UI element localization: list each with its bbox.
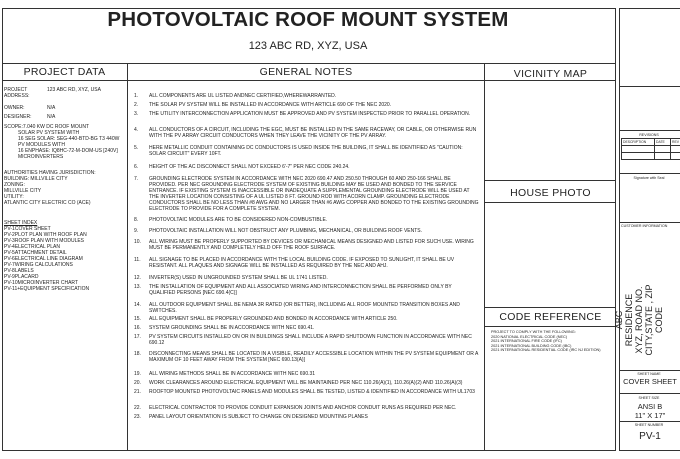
note-text: WORK CLEARANCES AROUND ELECTRICAL EQUIPMENT WILL BE MAINTAINED PER NEC 110.26(A)(1), 110.26(A)(2) AND 110.26(A)(3) (149, 380, 463, 386)
designer-label: DESIGNER: (4, 114, 32, 120)
sheet-index-title: EQUIPMENT SPECIFICATION (20, 286, 90, 292)
note-text: ELECTRICAL CONTRACTOR TO PROVIDE CONDUIT EXPANSION JOINTS AND ANCHOR CONDUIT RUNS AS REQUIRED PER NEC. (149, 405, 457, 411)
code-reference-line: PROJECT TO COMPLY WITH THE FOLLOWING: (491, 330, 576, 334)
sheet-index-code: PV-4 (4, 244, 15, 250)
note-number: 10. (134, 239, 141, 245)
rev-table-line (654, 138, 655, 159)
tb-divider (619, 370, 680, 371)
note-text: HEIGHT OF THE AC DISCONNECT SHALL NOT EXCEED 6'-7" PER NEC CODE 240.24. (149, 164, 350, 170)
note-number: 1. (134, 93, 139, 99)
sheet-index-list (4, 226, 128, 292)
note-number: 8. (134, 217, 139, 223)
note-number: 14. (134, 302, 141, 308)
sheet-index-title: LABELS (14, 268, 34, 274)
customer-name: ABC (614, 310, 624, 330)
note-number: 2. (134, 102, 139, 108)
sheet-index-title: ROOF PLAN WITH MODULES (14, 238, 85, 244)
note-number: 18. (134, 351, 141, 357)
sheet-size-name: ANSI B (637, 402, 663, 411)
customer-info-label: CUSTOMER INFORMATION (621, 224, 668, 228)
rev-col-rev: REV (672, 140, 679, 144)
note-number: 22. (134, 405, 141, 411)
sheet-index-code: PV-8 (4, 268, 15, 274)
sheet-subtitle: 123 ABC RD, XYZ, USA (248, 40, 368, 52)
note-number: 20. (134, 380, 141, 386)
header-divider (2, 63, 616, 64)
rev-table-line (621, 145, 680, 146)
project-address-value: 123 ABC RD, XYZ, USA (47, 87, 101, 93)
sheet-index-code: PV-5 (4, 250, 15, 256)
sheet-index-title: MICROINVERTER CHART (17, 280, 79, 286)
sheet-index-code: PV-2 (4, 232, 15, 238)
note-number: 7. (134, 176, 139, 182)
sheet-name-value: COVER SHEET (623, 377, 677, 386)
authority-line: MILLVILLE CITY (4, 188, 42, 194)
sheet-index-code: PV-11+ (4, 286, 21, 292)
sheet-index-code: PV-7 (4, 262, 15, 268)
code-reference-line: 2021 INTERNATIONAL FIRE CODE (IFC) (491, 339, 562, 344)
note-number: 13. (134, 284, 141, 290)
sheet-index-title: PLACARD (14, 274, 39, 280)
code-reference-header-divider (484, 326, 616, 327)
sheet-index-title: PLOT PLAN WITH ROOF PLAN (14, 232, 87, 238)
scope-block (4, 124, 128, 160)
house-photo-bottom-divider (484, 307, 616, 308)
tb-divider (619, 130, 680, 131)
note-number: 4. (134, 127, 139, 133)
scope-line: 16 ENPHASE: IQ8HC-72-M-DOM-US [240V] (18, 148, 118, 154)
vicinity-bottom-divider (484, 180, 616, 181)
revisions-label: REVISIONS (639, 133, 659, 137)
rev-col-description: DESCRIPTION (623, 140, 647, 144)
sheet-index-code: PV-10 (4, 280, 18, 286)
rev-table-line (621, 138, 622, 159)
note-text: GROUNDING ELECTRODE SYSTEM IN ACCORDANCE WITH NEC 2020 690.47 AND 250.50 THROUGH 60 AND 250-166 SHALL BE PROVIDED. PER NEC GROUNDING ELECTRODE SYSTEM OF EXISTING BUILDING MAY BE USED AND BONDED TO THE SERVICE ENTRANCE. IF EXISTING SYSTEM IS INACCESSIBLE OR INADEQUATE A SUPPLEMENTAL GROUNDING ELECTRODE WILL BE USED AT THE INVERTER LOCATION CONSISTING OF A UL LISTED 8 FT. GROUND ROD WITH ACORN CLAMP. GROUNDING ELECTRODE CONDUCTORS SHALL BE NO LESS THAN #8 AWG AND NO LARGER THAN #6 AWG COPPER AND BONDED TO THE EXISTING GROUNDING ELECTRODE TO PROVIDE FOR A COMPLETE SYSTEM. (149, 176, 479, 212)
code-reference-heading: CODE REFERENCE (499, 311, 602, 323)
scope-line: SOLAR PV SYSTEM WITH (18, 130, 80, 136)
customer-info-block (614, 280, 680, 360)
authority-line: UTILITY: (4, 194, 24, 200)
note-text: ROOFTOP MOUNTED PHOTOVOLTAIC PANELS AND MODULES SHALL BE TESTED, LISTED & IDENTIFIED IN ACCORDANCE WITH UL1703 (149, 389, 475, 395)
note-text: ALL SIGNAGE TO BE PLACED IN ACCORDANCE WITH THE LOCAL BUILDING CODE. IF EXPOSED TO SUNLIGHT, IT SHALL BE UV RESISTANT. ALL PLAQUES AND SIGNAGE WILL BE INSTALLED AS REQUIRED BY THE NEC AND AHJ. (149, 257, 455, 269)
signature-label: Signature with Seal (633, 176, 665, 180)
code-reference-line: 2021 INTERNATIONAL BUILDING CODE (IBC) (491, 343, 572, 348)
vicinity-map-area (486, 82, 615, 179)
house-photo-heading: HOUSE PHOTO (510, 187, 591, 199)
note-text: PANEL LAYOUT ORIENTATION IS SUBJECT TO CHANGE ON DESIGNED MOUNTING PLANES (149, 414, 368, 420)
authority-line: ATLANTIC CITY ELECTRIC CO (ACE) (4, 200, 91, 206)
tb-divider (619, 86, 680, 87)
scope-line: PV MODULES WITH (18, 142, 65, 148)
note-number: 23. (134, 414, 141, 420)
sheet-index-title: ELECTRICAL PLAN (14, 244, 60, 250)
vicinity-map-heading: VICINITY MAP (513, 68, 588, 80)
note-text: THE SOLAR PV SYSTEM WILL BE INSTALLED IN ACCORDANCE WITH ARTICLE 690 OF THE NEC 2020. (149, 102, 392, 108)
note-text: SYSTEM GROUNDING SHALL BE IN ACCORDANCE WITH NEC 690.41. (149, 325, 315, 331)
sheet-index-label: SHEET INDEX (4, 220, 38, 226)
code-reference-line: 2021 INTERNATIONAL RESIDENTIAL CODE (IRC NJ EDITION) (491, 348, 601, 353)
sheet-index-code: PV-3 (4, 238, 15, 244)
note-text: PHOTOVOLTAIC MODULES ARE TO BE CONSIDERED NON-COMBUSTIBLE. (149, 217, 328, 223)
note-number: 15. (134, 316, 141, 322)
note-number: 12. (134, 275, 141, 281)
sheet-size-dims: 11" X 17" (634, 411, 666, 420)
note-text: ALL OUTDOOR EQUIPMENT SHALL BE NEMA 3R RATED (OR BETTER), INCLUDING ALL ROOF MOUNTED TRANSITION BOXES AND SWITCHES. (149, 302, 460, 314)
sheet-number-label: SHEET NUMBER (634, 423, 664, 427)
sheet-index-code: PV-1 (4, 226, 15, 232)
note-number: 21. (134, 389, 141, 395)
sheet-name-label: SHEET NAME (637, 372, 661, 376)
rev-table-line (621, 159, 680, 160)
tb-divider (619, 393, 680, 394)
sheet-index-title: ATTACHMENT DETAIL (14, 250, 67, 256)
house-photo-header-divider (484, 202, 616, 203)
note-text: HERE METALLIC CONDUIT CONTAINING DC CONDUCTORS IS USED INSIDE THE BUILDING, IT SHALL BE IDENTIFIED AS "CAUTION: SOLAR CIRCUIT" EVERY 10FT. (149, 145, 463, 157)
code-reference-line: 2020 NATIONAL ELECTRICAL CODE (NEC) (491, 334, 568, 339)
note-number: 16. (134, 325, 141, 331)
house-photo-area (486, 204, 615, 306)
rev-table-line (621, 138, 680, 139)
rev-col-date: DATE (656, 140, 665, 144)
note-text: THE UTILITY INTERCONNECTION APPLICATION MUST BE APPROVED AND PV SYSTEM INSPECTED PRIOR TO PARALLEL OPERATION. (149, 111, 471, 117)
column-divider-2 (484, 63, 485, 451)
note-number: 3. (134, 111, 139, 117)
authorities-block (4, 170, 128, 206)
note-text: DISCONNECTING MEANS SHALL BE LOCATED IN A VISIBLE, READILY ACCESSIBLE LOCATION WITHIN THE PV SYSTEM EQUIPMENT OR A MAXIMUM OF 10 FEET AWAY FROM THE SYSTEM [NEC 690.13(A)] (149, 351, 479, 363)
customer-city: CITY,STATE , ZIP CODE (644, 284, 664, 356)
note-text: ALL WIRING MUST BE PROPERLY SUPPORTED BY DEVICES OR MECHANICAL MEANS DESIGNED AND LISTED FOR SUCH USE. WIRING MUST BE PERMANENTLY AND COMPLETELY HELD OFF THE ROOF SURFACE. (149, 239, 474, 251)
scope-line: 16 SEG SOLAR: SEG-440-BTD-BG T3 440W (18, 136, 120, 142)
section-header-divider (2, 80, 616, 81)
note-number: 17. (134, 334, 141, 340)
sheet-index-title: ELECTRICAL LINE DIAGRAM (14, 256, 83, 262)
note-text: PHOTOVOLTAIC INSTALLATION WILL NOT OBSTRUCT ANY PLUMBING, MECHANICAL, OR BUILDING ROOF VENTS. (149, 228, 423, 234)
note-text: ALL EQUIPMENT SHALL BE PROPERLY GROUNDED AND BONDED IN ACCORDANCE WITH ARTICLE 250. (149, 316, 398, 322)
owner-label: OWNER: (4, 105, 25, 111)
customer-residence: RESIDENCE (624, 293, 634, 347)
note-text: THE INSTALLATION OF EQUIPMENT AND ALL ASSOCIATED WIRING AND INTERCONNECTION SHALL BE PERFORMED ONLY BY QUALIFIED PERSONS [NEC 690.4(C)] (149, 284, 452, 296)
sheet-index-row (4, 286, 128, 292)
note-text: ALL WIRING METHODS SHALL BE IN ACCORDANCE WITH NEC 690.31 (149, 371, 316, 377)
general-notes-heading: GENERAL NOTES (259, 66, 353, 78)
tb-divider (619, 222, 680, 223)
scope-line: SCOPE:7.040 KW DC ROOF MOUNT (4, 124, 90, 130)
note-number: 19. (134, 371, 141, 377)
tb-divider (619, 421, 680, 422)
note-number: 6. (134, 164, 139, 170)
rev-table-line (621, 152, 680, 153)
sheet-title: PHOTOVOLTAIC ROOF MOUNT SYSTEM (107, 8, 509, 31)
authority-line: BUILDING: MILLVILLE CITY (4, 176, 68, 182)
sheet-size-value (620, 402, 680, 420)
note-number: 11. (134, 257, 141, 263)
code-reference-list (491, 330, 615, 353)
tb-divider (619, 173, 680, 174)
scope-line: MICROINVERTERS (18, 154, 64, 160)
note-text: ALL CONDUCTORS OF A CIRCUIT, INCLUDING THE EGC, MUST BE INSTALLED IN THE SAME RACEWAY, OR CABLE, OR OTHERWISE RUN WITH THE PV ARRAY CIRCUIT CONDUCTORS WHEN THEY LEAVE THE VICINITY OF THE PV ARRAY. (149, 127, 477, 139)
note-number: 9. (134, 228, 139, 234)
sheet-index-title: COVER SHEET (14, 226, 51, 232)
authority-line: ZONING: (4, 182, 25, 188)
note-number: 5. (134, 145, 139, 151)
project-address-label: PROJECT ADDRESS: (4, 87, 30, 99)
sheet-number-value: PV-1 (639, 431, 661, 442)
sheet-index-code: PV-6 (4, 256, 15, 262)
authority-line: AUTHORITIES HAVING JURISDICTION: (4, 170, 96, 176)
owner-value: N/A (47, 105, 56, 111)
note-text: INVERTER(S) USED IN UNGROUNDED SYSTEM SHALL BE UL 1741 LISTED. (149, 275, 328, 281)
sheet-index-code: PV-9 (4, 274, 15, 280)
designer-value: N/A (47, 114, 56, 120)
rev-table-line (670, 138, 671, 159)
sheet-size-label: SHEET SIZE (638, 396, 660, 400)
customer-road: XYZ, ROAD NO. (634, 286, 644, 354)
note-text: PV SYSTEM CIRCUITS INSTALLED ON OR IN BUILDINGS SHALL INCLUDE A RAPID SHUTDOWN FUNCTION IN ACCORDANCE WITH NEC 690.12 (149, 334, 472, 346)
sheet-index-title: WIRING CALCULATIONS (14, 262, 73, 268)
project-data-heading: PROJECT DATA (23, 66, 106, 78)
note-text: ALL COMPONENTS ARE UL LISTED ANDNEC CERTIFIED,WHEREWARRANTED. (149, 93, 337, 99)
